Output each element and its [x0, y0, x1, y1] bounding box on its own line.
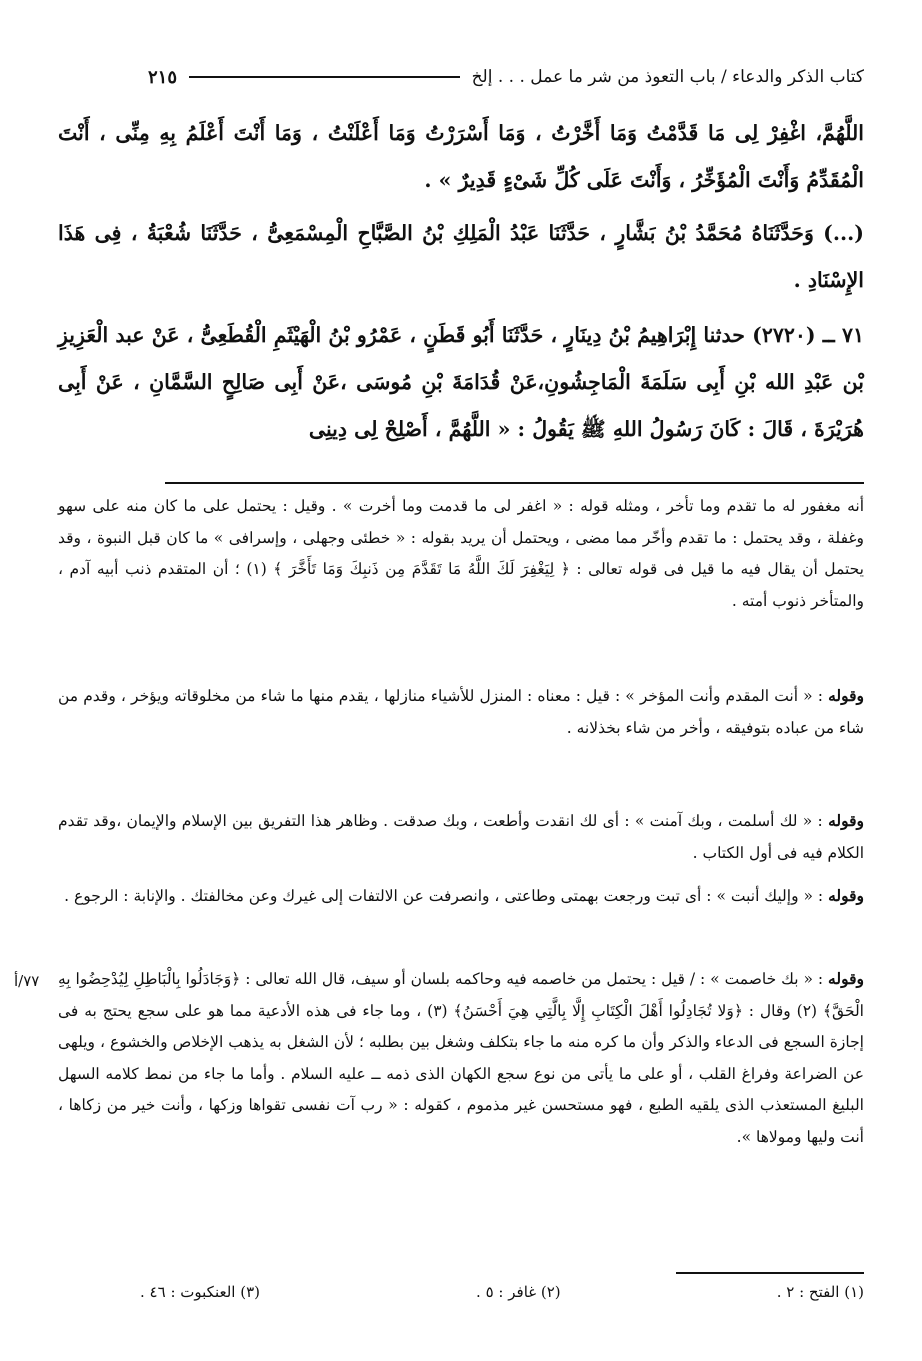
commentary-text: : « لك أسلمت ، وبك آمنت » : أى لك انقدت وأطعت ، وبك صدقت . وظاهر هذا التفريق بين الإسلام والإيمان ،وقد تقدم الكلام فيه فى أول الكتاب .	[58, 812, 864, 862]
footnotes	[140, 1283, 864, 1301]
text-commentary-separator	[165, 482, 864, 484]
footnote-rule	[676, 1272, 864, 1274]
header-rule	[189, 76, 460, 78]
page-number: ٢١٥	[148, 66, 178, 88]
commentary-text: أنه مغفور له ما تقدم وما تأخر ، ومثله قوله : « اغفر لى ما قدمت وما أخرت » . وقيل : يحتمل على ما كان منه على سهو وغفلة ، وقد يحتمل : ما تقدم وأخّر مما مضى ، ويحتمل أن يريد بقوله : « خطئى وجهلى ، وإسرافى » ما كان قبل النبوة ، وقد يحتمل أن يقال فيه ما قيل فى قوله تعالى : ﴿ لِيَغْفِرَ لَكَ اللَّهُ مَا تَقَدَّمَ مِن ذَنبِكَ وَمَا تَأَخَّرَ ﴾ (١) ؛ أن المتقدم ذنب أبيه آدم ، والمتأخر ذنوب أمته .	[58, 497, 864, 610]
footnote: (١) الفتح : ٢ .	[776, 1283, 864, 1301]
commentary-lead: وقوله	[828, 811, 864, 830]
commentary-text: : « بك خاصمت » : / قيل : يحتمل من خاصمه فيه وحاكمه بلسان أو سيف، قال الله تعالى : ﴿وَجَادَلُوا بِالْبَاطِلِ لِيُدْحِضُوا بِهِ الْحَقَّ﴾ (٢) وقال : ﴿وَلا تُجَادِلُوا أَهْلَ الْكِتَابِ إِلَّا بِالَّتِي هِيَ أَحْسَنُ﴾ (٣) ، وما جاء فى هذه الأدعية مما هو على سجع يحتج به فى إجازة السجع فى الدعاء والذكر وأن ما كره منه ما جاء بتكلف وشغل بين بطلبه ؛ لأن الشغل به يذهب الإخلاص والخشوع ، ويلهى عن الضراعة وفراغ القلب ، أو على ما يأتى من نوع سجع الكهان الذى ذمه ــ عليه السلام . وأما ما جاء من نمط كلامه السهل البليغ المستعذب الذى يلقيه الطبع ، فهو مستحسن غير مذموم ، كقوله : « رب آت نفسى تقواها وزكها ، وأنت خير من زكاها ، أنت وليها ومولاها ».	[58, 970, 864, 1146]
commentary-paragraph	[58, 880, 864, 913]
commentary-text: : « أنت المقدم وأنت المؤخر » : قيل : معناه : المنزل للأشياء منازلها ، يقدم منها ما شاء من مخلوقاته ويؤخر ، وقدم من شاء من عباده بتوفيقه ، وأخر من شاء بخذلانه .	[58, 687, 864, 737]
margin-folio-note: ٧٧/أ	[14, 972, 40, 990]
running-header	[148, 60, 864, 94]
hadith-paragraph: (...) وَحَدَّثَنَاهُ مُحَمَّدُ بْنُ بَشَّارٍ ، حَدَّثَنَا عَبْدُ الْمَلِكِ بْنُ الصَّبَّاحِ الْمِسْمَعِىُّ ، حَدَّثَنَا شُعْبَةُ ، فِى هَذَا الإِسْنَادِ .	[58, 221, 864, 292]
commentary-paragraph	[58, 963, 864, 1153]
footnote: (٢) غافر : ٥ .	[476, 1283, 561, 1301]
hadith-paragraph: ٧١ ــ (٢٧٢٠) حدثنا إِبْرَاهِيمُ بْنُ دِينَارٍ ، حَدَّثَنَا أَبُو قَطَنٍ ، عَمْرُو بْنُ الْهَيْثَمِ الْقُطَعِىُّ ، عَنْ عبد الْعَزِيزِ بْن عَبْدِ الله بْنِ أَبِى سَلَمَةَ الْمَاجِشُونِ،عَنْ قُدَامَةَ بْنِ مُوسَى ،عَنْ أَبِى صَالِحٍ السَّمَّانِ ، عَنْ أَبِى هُرَيْرَةَ ، قَالَ : كَانَ رَسُولُ اللهِ ﷺ يَقُولُ : « اللَّهُمَّ ، أَصْلِحْ لِى دِينِى	[58, 323, 864, 441]
commentary-paragraph	[58, 805, 864, 869]
commentary-lead: وقوله	[828, 686, 864, 705]
commentary-lead: وقوله	[828, 969, 864, 988]
commentary-paragraph	[58, 490, 864, 617]
header-title: كتاب الذكر والدعاء / باب التعوذ من شر ما عمل . . . إلخ	[471, 67, 864, 87]
commentary-text: : « وإليك أنبت » : أى تبت ورجعت بهمتى وطاعتى ، وانصرفت عن الالتفات إلى غيرك وعن مخالفتك . والإنابة : الرجوع .	[64, 887, 824, 905]
commentary-lead: وقوله	[828, 886, 864, 905]
commentary-paragraph	[58, 680, 864, 744]
hadith-paragraph: اللَّهُمَّ، اغْفِرْ لِى مَا قَدَّمْتُ وَمَا أَخَّرْتُ ، وَمَا أَسْرَرْتُ وَمَا أَعْلَنْتُ ، وَمَا أَنْتَ أَعْلَمُ بِهِ مِنِّى ، أَنْتَ الْمُقَدِّمُ وَأَنْتَ الْمُؤَخِّرُ ، وَأَنْتَ عَلَى كُلِّ شَىْءٍ قَدِيرٌ » .	[58, 121, 864, 192]
footnote: (٣) العنكبوت : ٤٦ .	[140, 1283, 260, 1301]
